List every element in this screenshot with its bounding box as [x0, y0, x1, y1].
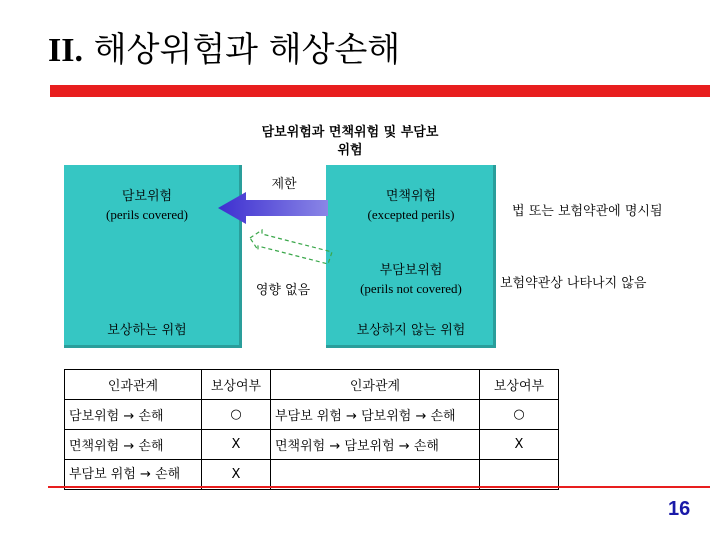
no-effect-label: 영향 없음 [255, 283, 311, 298]
diagram-title-line2: 위험 [337, 143, 363, 158]
table-header-row [65, 370, 559, 400]
table-cell: 부담보 위험 → 손해 [65, 460, 202, 490]
table-cell [480, 460, 559, 490]
excepted-perils-label [330, 188, 492, 224]
excepted-perils-english: (excepted perils) [367, 207, 455, 222]
covered-perils-footer: 보상하는 위험 [107, 323, 187, 338]
not-covered-perils-title: 부담보위험 [379, 263, 443, 278]
table-cell: X [480, 430, 559, 460]
causation-table [64, 369, 559, 490]
table-row [65, 400, 559, 430]
covered-perils-title: 담보위험 [121, 189, 173, 204]
diagram-title-line1: 담보위험과 면책위험 및 부담보 [261, 125, 439, 140]
page-number: 16 [668, 498, 691, 520]
title-number: II. [48, 32, 83, 69]
table-row [65, 460, 559, 490]
limit-arrow-label: 제한 [271, 177, 297, 192]
not-covered-perils-label [330, 262, 492, 298]
title-underline-bar [50, 85, 710, 97]
title-text: 해상위험과 해상손해 [93, 30, 401, 70]
table-cell: X [202, 460, 271, 490]
uncovered-perils-footer: 보상하지 않는 위험 [356, 323, 466, 338]
side-note-not-covered: 보험약관상 나타나지 않음 [500, 276, 647, 291]
table-header-cell: 보상여부 [202, 370, 271, 400]
slide-title [48, 30, 400, 71]
excepted-perils-title: 면책위험 [385, 189, 437, 204]
table-header-cell: 보상여부 [480, 370, 559, 400]
table-cell: 부담보 위험 → 담보위험 → 손해 [271, 400, 480, 430]
table-cell: ○ [480, 400, 559, 430]
no-effect-dashed-arrow-icon [250, 230, 332, 264]
table-cell: 면책위험 → 담보위험 → 손해 [271, 430, 480, 460]
table-cell: X [202, 430, 271, 460]
covered-perils-english: (perils covered) [106, 207, 188, 222]
table-header-cell: 인과관계 [65, 370, 202, 400]
table-row [65, 430, 559, 460]
diagram-title [230, 124, 470, 160]
table-cell [271, 460, 480, 490]
limit-arrow-icon [218, 192, 328, 224]
table-header-cell: 인과관계 [271, 370, 480, 400]
footer-divider [48, 486, 710, 488]
table-cell: ○ [202, 400, 271, 430]
table-cell: 면책위험 → 손해 [65, 430, 202, 460]
table-cell: 담보위험 → 손해 [65, 400, 202, 430]
side-note-excepted: 법 또는 보험약관에 명시됨 [512, 204, 663, 219]
not-covered-perils-english: (perils not covered) [360, 281, 462, 296]
